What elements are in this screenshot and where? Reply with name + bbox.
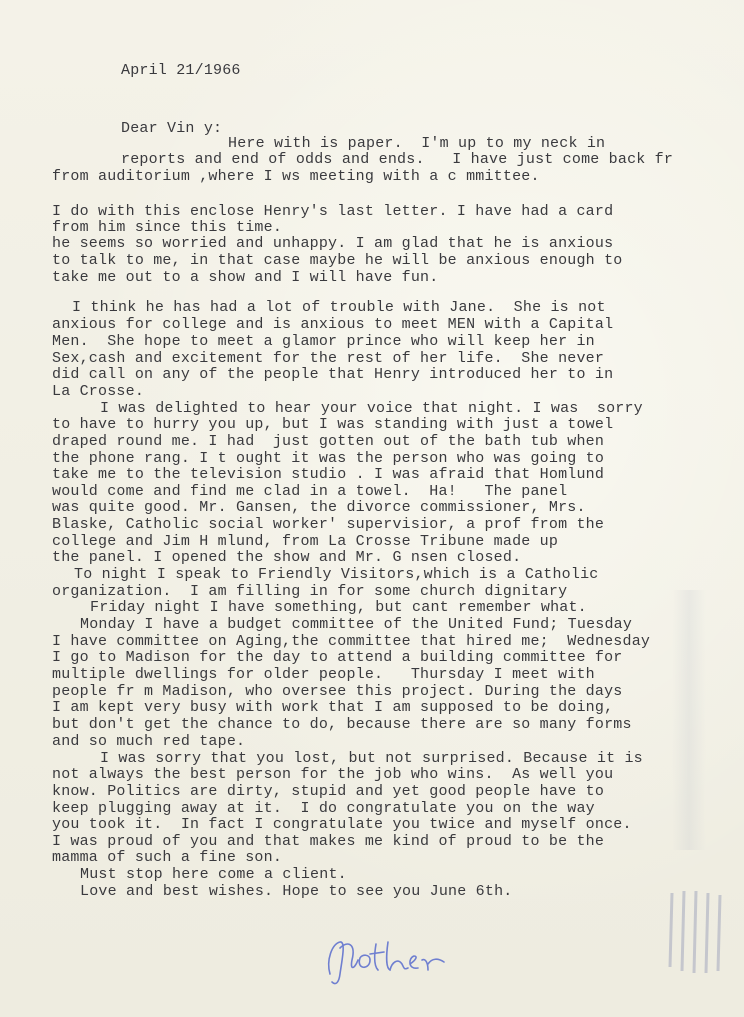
body-line: but don't get the chance to do, because there are so many forms (52, 716, 632, 733)
body-line: to have to hurry you up, but I was standing with just a towel (52, 416, 614, 433)
body-line: was quite good. Mr. Gansen, the divorce commissioner, Mrs. (52, 499, 586, 516)
body-line: from auditorium ,where I ws meeting with a c mmittee. (52, 168, 540, 185)
body-line: and so much red tape. (52, 733, 246, 750)
body-line: I think he has had a lot of trouble with Jane. She is not (72, 299, 606, 316)
body-line: you took it. In fact I congratulate you twice and myself once. (52, 816, 632, 833)
body-line: I have committee on Aging,the committee that hired me; Wednesday (52, 633, 651, 650)
handwritten-signature (312, 930, 462, 1000)
letter-salutation: Dear Vin y: (121, 120, 223, 137)
body-line: he seems so worried and unhappy. I am glad that he is anxious (52, 235, 614, 252)
body-line: I go to Madison for the day to attend a building committee for (52, 649, 623, 666)
body-line: Sex,cash and excitement for the rest of her life. She never (52, 350, 605, 367)
body-line: Love and best wishes. Hope to see you June 6th. (80, 883, 513, 900)
body-line: Must stop here come a client. (80, 866, 347, 883)
body-line: mamma of such a fine son. (52, 849, 283, 866)
body-line: would come and find me clad in a towel. Ha! The panel (52, 483, 568, 500)
body-line: Men. She hope to meet a glamor prince who will keep her in (52, 333, 595, 350)
body-line: To night I speak to Friendly Visitors,which is a Catholic (74, 566, 599, 583)
body-line: I was sorry that you lost, but not surprised. Because it is (100, 750, 643, 767)
body-line: Blaske, Catholic social worker' supervisior, a prof from the (52, 516, 605, 533)
body-line: keep plugging away at it. I do congratulate you on the way (52, 800, 595, 817)
body-line: I was delighted to hear your voice that night. I was sorry (100, 400, 643, 417)
postmark-marks (644, 887, 734, 977)
body-line: did call on any of the people that Henry introduced her to in (52, 366, 614, 383)
body-line: I was proud of you and that makes me kind of proud to be the (52, 833, 605, 850)
body-line: from him since this time. (52, 219, 283, 236)
body-line: the phone rang. I t ought it was the person who was going to (52, 450, 605, 467)
body-line: I am kept very busy with work that I am supposed to be doing, (52, 699, 614, 716)
body-line: take me out to a show and I will have fun. (52, 269, 439, 286)
body-line: Friday night I have something, but cant remember what. (90, 599, 587, 616)
body-line: I do with this enclose Henry's last letter. I have had a card (52, 203, 614, 220)
body-line: take me to the television studio . I was afraid that Homlund (52, 466, 605, 483)
body-line: organization. I am filling in for some church dignitary (52, 583, 568, 600)
body-line: college and Jim H mlund, from La Crosse Tribune made up (52, 533, 559, 550)
body-line: people fr m Madison, who oversee this project. During the days (52, 683, 623, 700)
body-line: anxious for college and is anxious to meet MEN with a Capital (52, 316, 614, 333)
paper-stain (672, 590, 706, 850)
body-line: Monday I have a budget committee of the United Fund; Tuesday (80, 616, 633, 633)
letter-date: April 21/1966 (121, 62, 241, 79)
body-line: draped round me. I had just gotten out of the bath tub when (52, 433, 605, 450)
body-line: to talk to me, in that case maybe he will be anxious enough to (52, 252, 623, 269)
body-line: not always the best person for the job who wins. As well you (52, 766, 614, 783)
body-line: know. Politics are dirty, stupid and yet good people have to (52, 783, 605, 800)
body-line: reports and end of odds and ends. I have just come back fr (121, 151, 674, 168)
body-line: Here with is paper. I'm up to my neck in (228, 135, 606, 152)
body-line: multiple dwellings for older people. Thursday I meet with (52, 666, 595, 683)
body-line: the panel. I opened the show and Mr. G nsen closed. (52, 549, 522, 566)
body-line: La Crosse. (52, 383, 145, 400)
